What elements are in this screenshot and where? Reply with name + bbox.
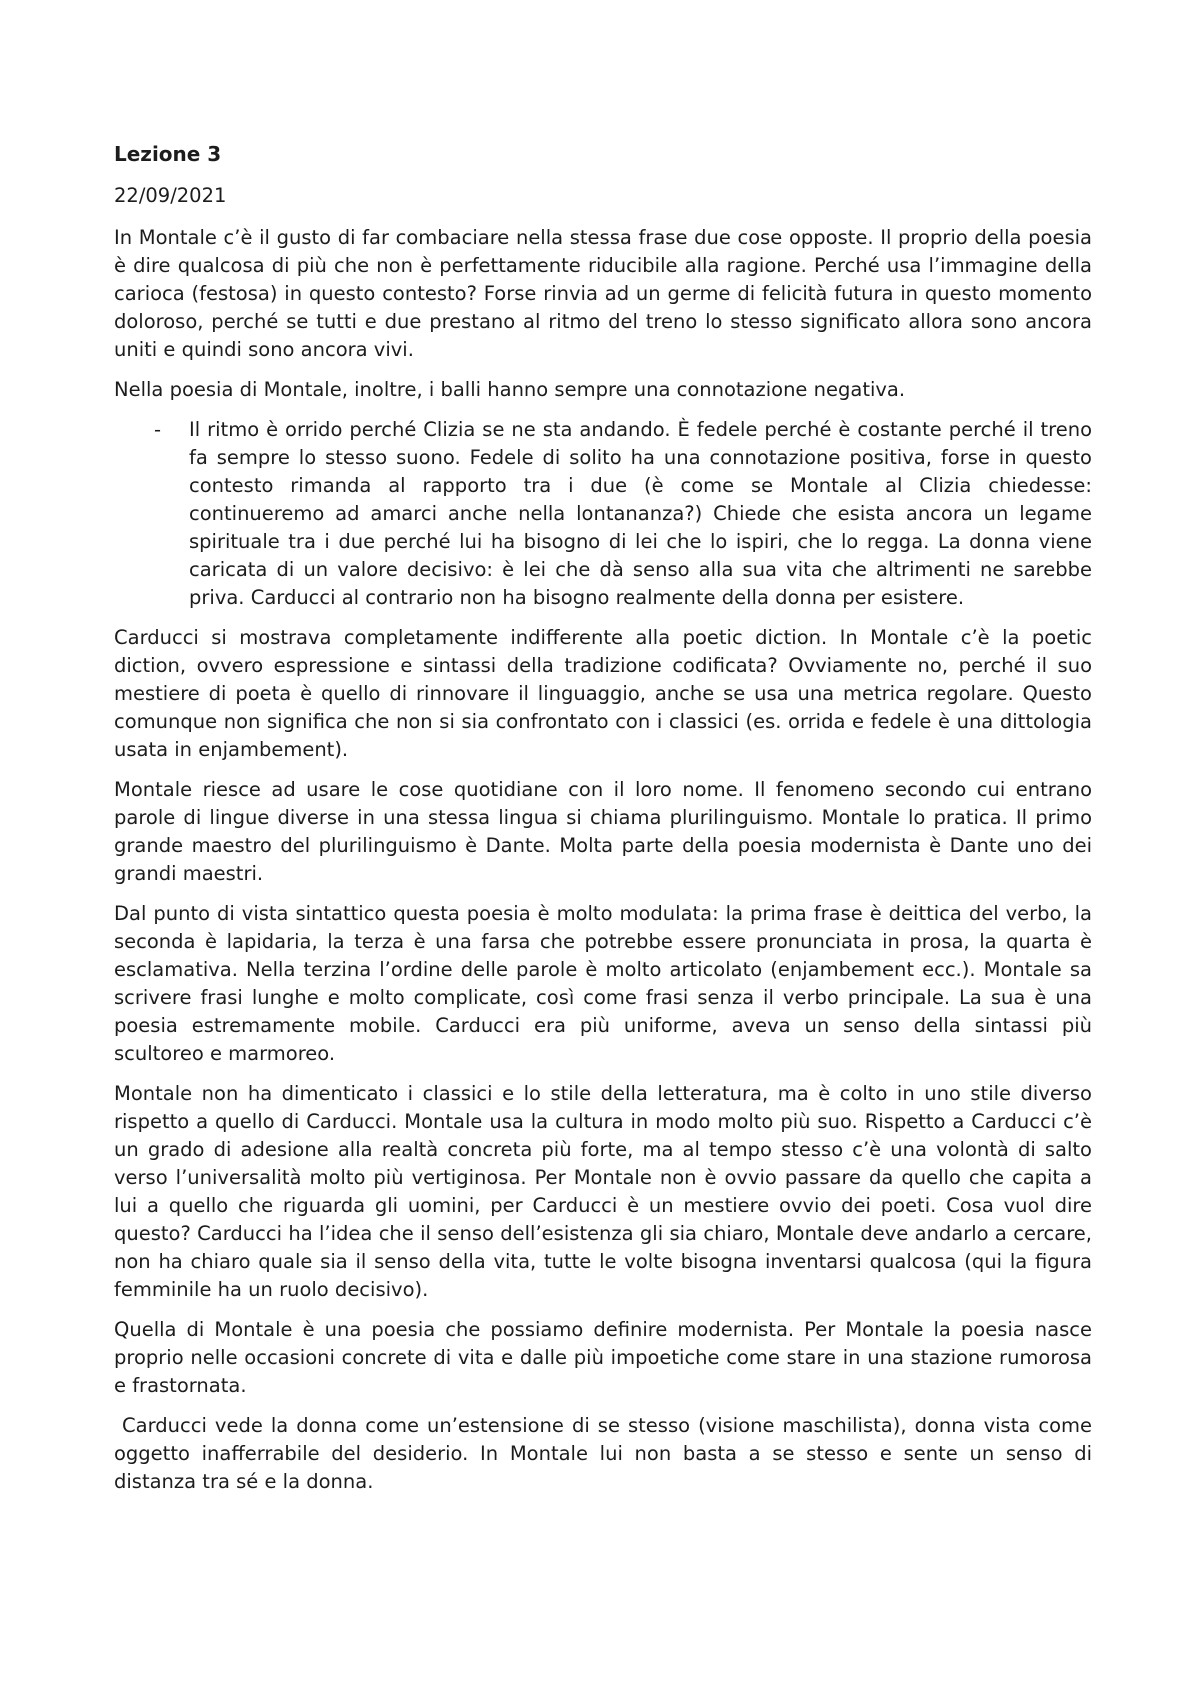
paragraph-8: Carducci vede la donna come un’estensione di se stesso (visione maschilista), donna vista come oggetto inafferrabile del desiderio. In Montale lui non basta a se stesso e sente un senso di distanza tra sé e la donna. bbox=[114, 1414, 1099, 1493]
lesson-title: Lezione 3 bbox=[114, 142, 222, 166]
paragraph-6: Montale non ha dimenticato i classici e lo stile della letteratura, ma è colto in uno stile diverso rispetto a quello di Carducci. Montale usa la cultura in modo molto più suo. Rispetto a Carducci c’è un grado di adesione alla realtà concreta più forte, ma al tempo stesso c’è una volontà di salto verso l’universalità molto più vertiginosa. Per Montale non è ovvio passare da quello che capita a lui a quello che riguarda gli uomini, per Carducci è un mestiere ovvio dei poeti. Cosa vuol dire questo? Carducci ha l’idea che il senso dell’esistenza gli sia chiaro, Montale deve andarlo a cercare, non ha chiaro quale sia il senso della vita, tutte le volte bisogna inventarsi qualcosa (qui la figura femminile ha un ruolo decisivo). bbox=[114, 1082, 1092, 1301]
bullet-dash: - bbox=[154, 418, 162, 441]
paragraph-2: Nella poesia di Montale, inoltre, i balli hanno sempre una connotazione negativa. bbox=[114, 378, 906, 401]
paragraph-1: In Montale c’è il gusto di far combaciare nella stessa frase due cose opposte. Il proprio della poesia è dire qualcosa di più che non è perfettamente riducibile alla ragione. Perché usa l’immagine della carioca (festosa) in questo contesto? Forse rinvia ad un germe di felicità futura in questo momento doloroso, perché se tutti e due prestano al ritmo del treno lo stesso significato allora sono ancora uniti e quindi sono ancora vivi. bbox=[114, 226, 1092, 361]
paragraph-5: Dal punto di vista sintattico questa poesia è molto modulata: la prima frase è deittica del verbo, la seconda è lapidaria, la terza è una farsa che potrebbe essere pronunciata in prosa, la quarta è esclamativa. Nella terzina l’ordine delle parole è molto articolato (enjambement ecc.). Montale sa scrivere frasi lunghe e molto complicate, così come frasi senza il verbo principale. La sua è una poesia estremamente mobile. Carducci era più uniforme, aveva un senso della sintassi più scultoreo e marmoreo. bbox=[114, 902, 1092, 1065]
lesson-date: 22/09/2021 bbox=[114, 184, 227, 207]
paragraph-3: Carducci si mostrava completamente indifferente alla poetic diction. In Montale c’è la poetic diction, ovvero espressione e sintassi della tradizione codificata? Ovviamente no, perché il suo mestiere di poeta è quello di rinnovare il linguaggio, anche se usa una metrica regolare. Questo comunque non significa che non si sia confrontato con i classici (es. orrida e fedele è una dittologia usata in enjambement). bbox=[114, 626, 1092, 761]
paragraph-4: Montale riesce ad usare le cose quotidiane con il loro nome. Il fenomeno secondo cui entrano parole di lingue diverse in una stessa lingua si chiama plurilinguismo. Montale lo pratica. Il primo grande maestro del plurilinguismo è Dante. Molta parte della poesia modernista è Dante uno dei grandi maestri. bbox=[114, 778, 1092, 885]
bullet-item bbox=[114, 416, 1092, 612]
bullet-text: Il ritmo è orrido perché Clizia se ne sta andando. È fedele perché è costante perché il treno fa sempre lo stesso suono. Fedele di solito ha una connotazione positiva, forse in questo contesto rimanda al rapporto tra i due (è come se Montale al Clizia chiedesse: continueremo ad amarci anche nella lontananza?) Chiede che esista ancora un legame spirituale tra i due perché lui ha bisogno di lei che lo ispiri, che lo regga. La donna viene caricata di un valore decisivo: è lei che dà senso alla sua vita che altrimenti ne sarebbe priva. Carducci al contrario non ha bisogno realmente della donna per esistere. bbox=[189, 418, 1092, 609]
paragraph-7: Quella di Montale è una poesia che possiamo definire modernista. Per Montale la poesia nasce proprio nelle occasioni concrete di vita e dalle più impoetiche come stare in una stazione rumorosa e frastornata. bbox=[114, 1318, 1092, 1397]
